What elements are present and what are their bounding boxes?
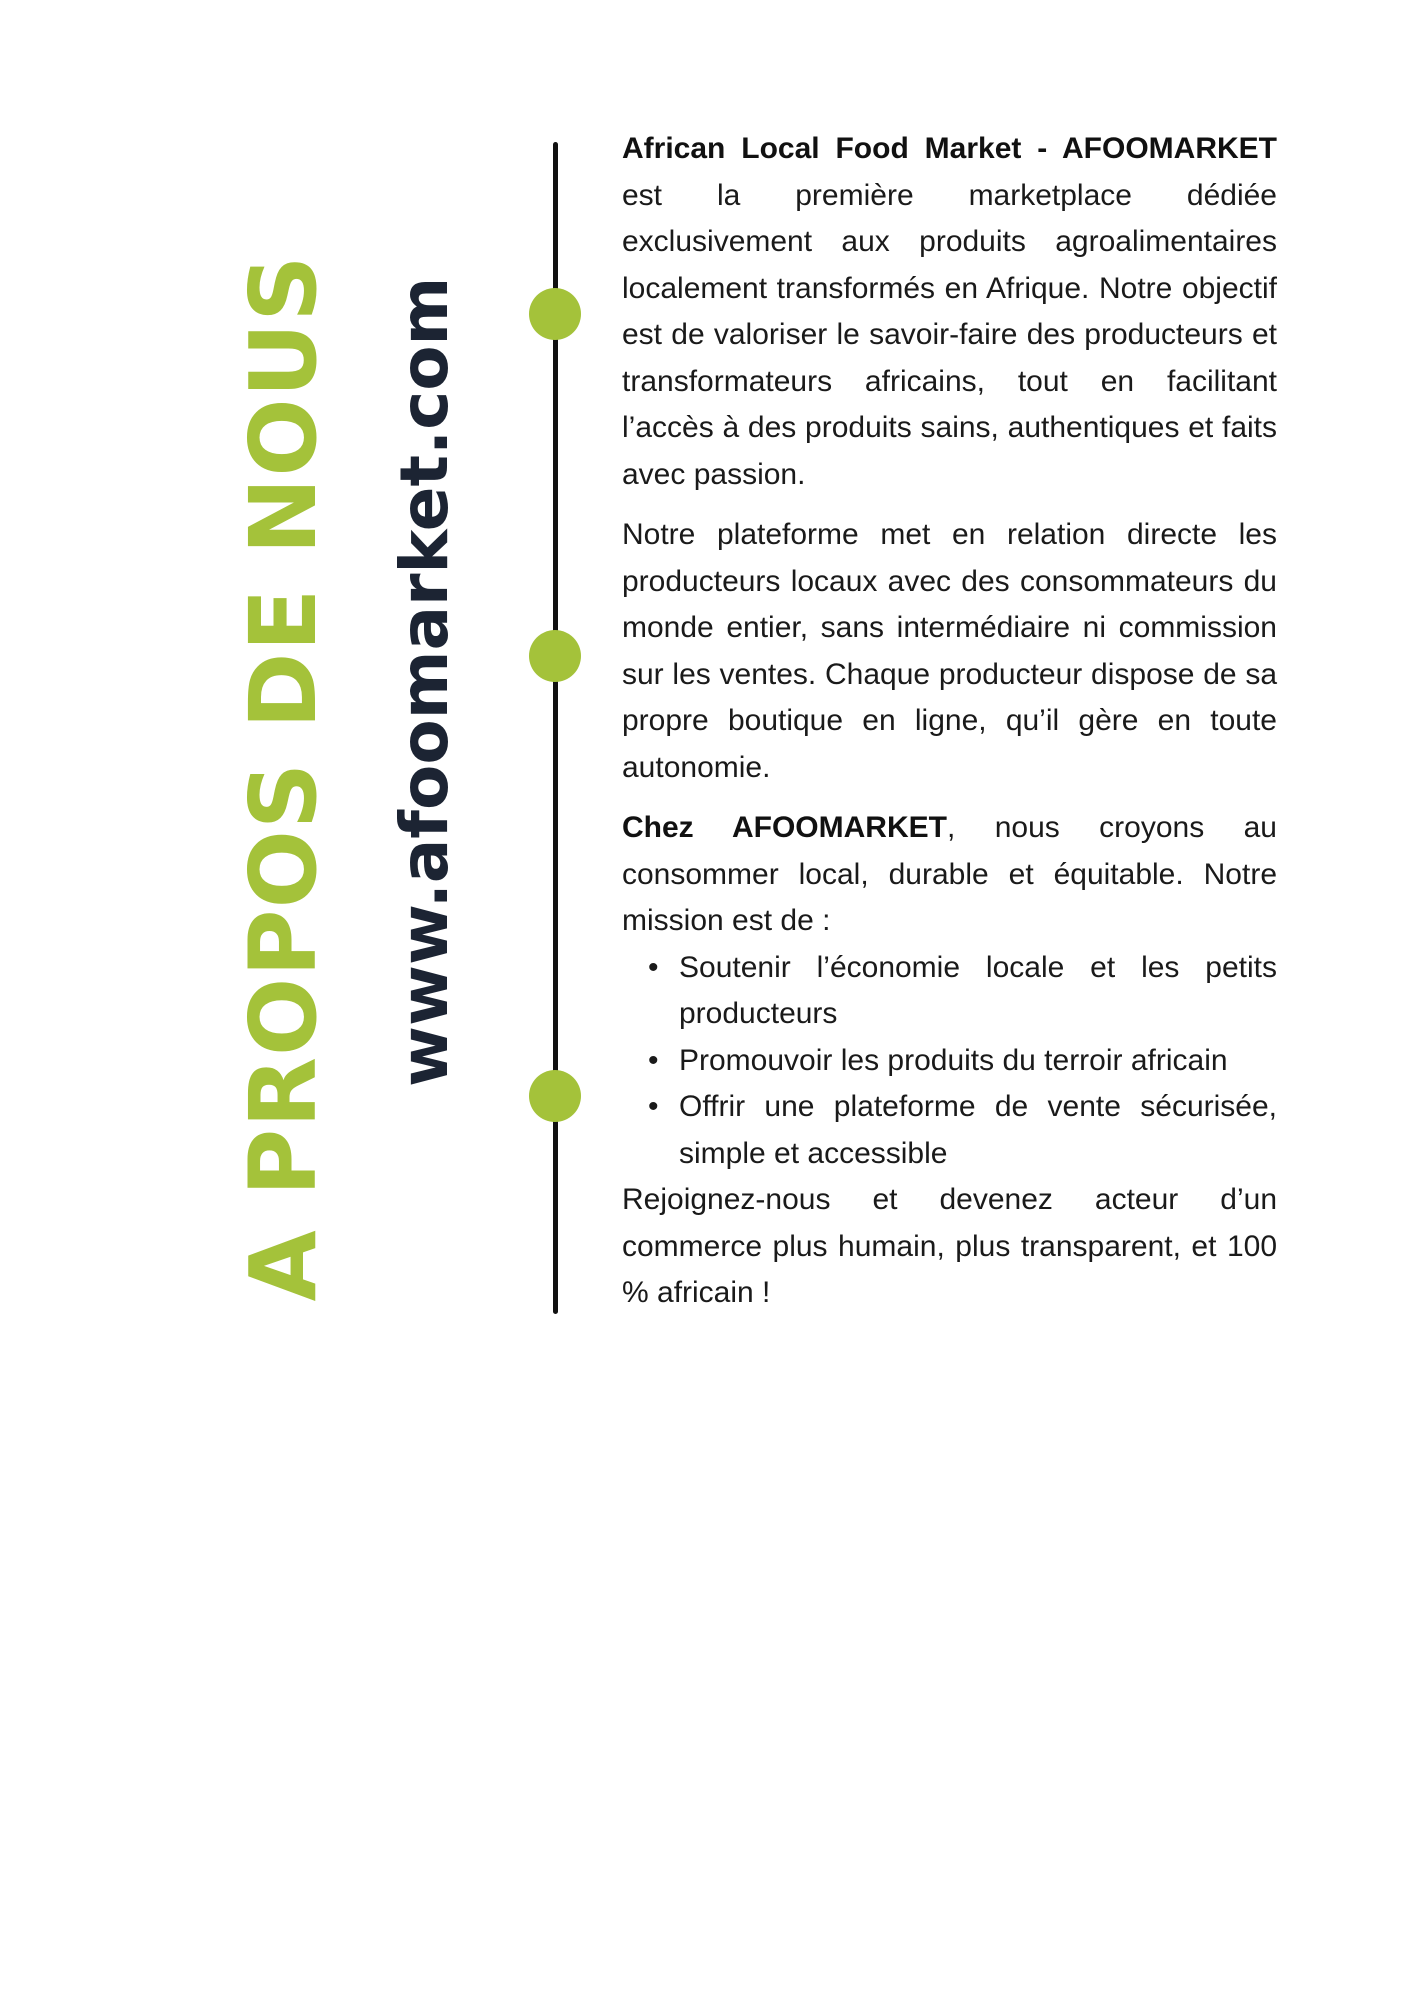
page-title: A PROPOS DE NOUS bbox=[230, 254, 337, 1302]
mission-list bbox=[622, 945, 1277, 1178]
website-url[interactable]: www.afoomarket.com bbox=[386, 276, 463, 1087]
closing-paragraph: Rejoignez-nous et devenez acteur d’un commerce plus humain, plus transparent, et 100 % africain ! bbox=[622, 1183, 1277, 1309]
brand-name: African Local Food Market - AFOOMARKET bbox=[622, 132, 1277, 165]
timeline-dot bbox=[529, 1070, 581, 1122]
mission-text: , nous croyons au consommer local, durable et équitable. Notre mission est de : bbox=[622, 811, 1277, 937]
timeline-dot bbox=[529, 630, 581, 682]
platform-paragraph: Notre plateforme met en relation directe les producteurs locaux avec des consommateurs du monde entier, sans intermédiaire ni commission sur les ventes. Chaque producteur dispose de sa propre boutique en ligne, qu’il gère en toute autonomie. bbox=[622, 518, 1277, 784]
intro-paragraph bbox=[622, 126, 1277, 498]
intro-text: est la première marketplace dédiée exclusivement aux produits agroalimentaires localement transformés en Afrique. Notre objectif est de valoriser le savoir-faire des producteurs et transformateurs africains, tout en facilitant l’accès à des produits sains, authentiques et faits avec passion. bbox=[622, 178, 1277, 491]
list-item: • Soutenir l’économie locale et les petits producteurs bbox=[622, 945, 1277, 1038]
list-item: • Promouvoir les produits du terroir africain bbox=[622, 1038, 1277, 1085]
mission-lead: Chez AFOOMARKET bbox=[622, 811, 947, 844]
about-content bbox=[622, 126, 1277, 1317]
list-item: • Offrir une plateforme de vente sécurisée, simple et accessible bbox=[622, 1084, 1277, 1177]
timeline-dot bbox=[529, 288, 581, 340]
mission-paragraph bbox=[622, 805, 1277, 945]
